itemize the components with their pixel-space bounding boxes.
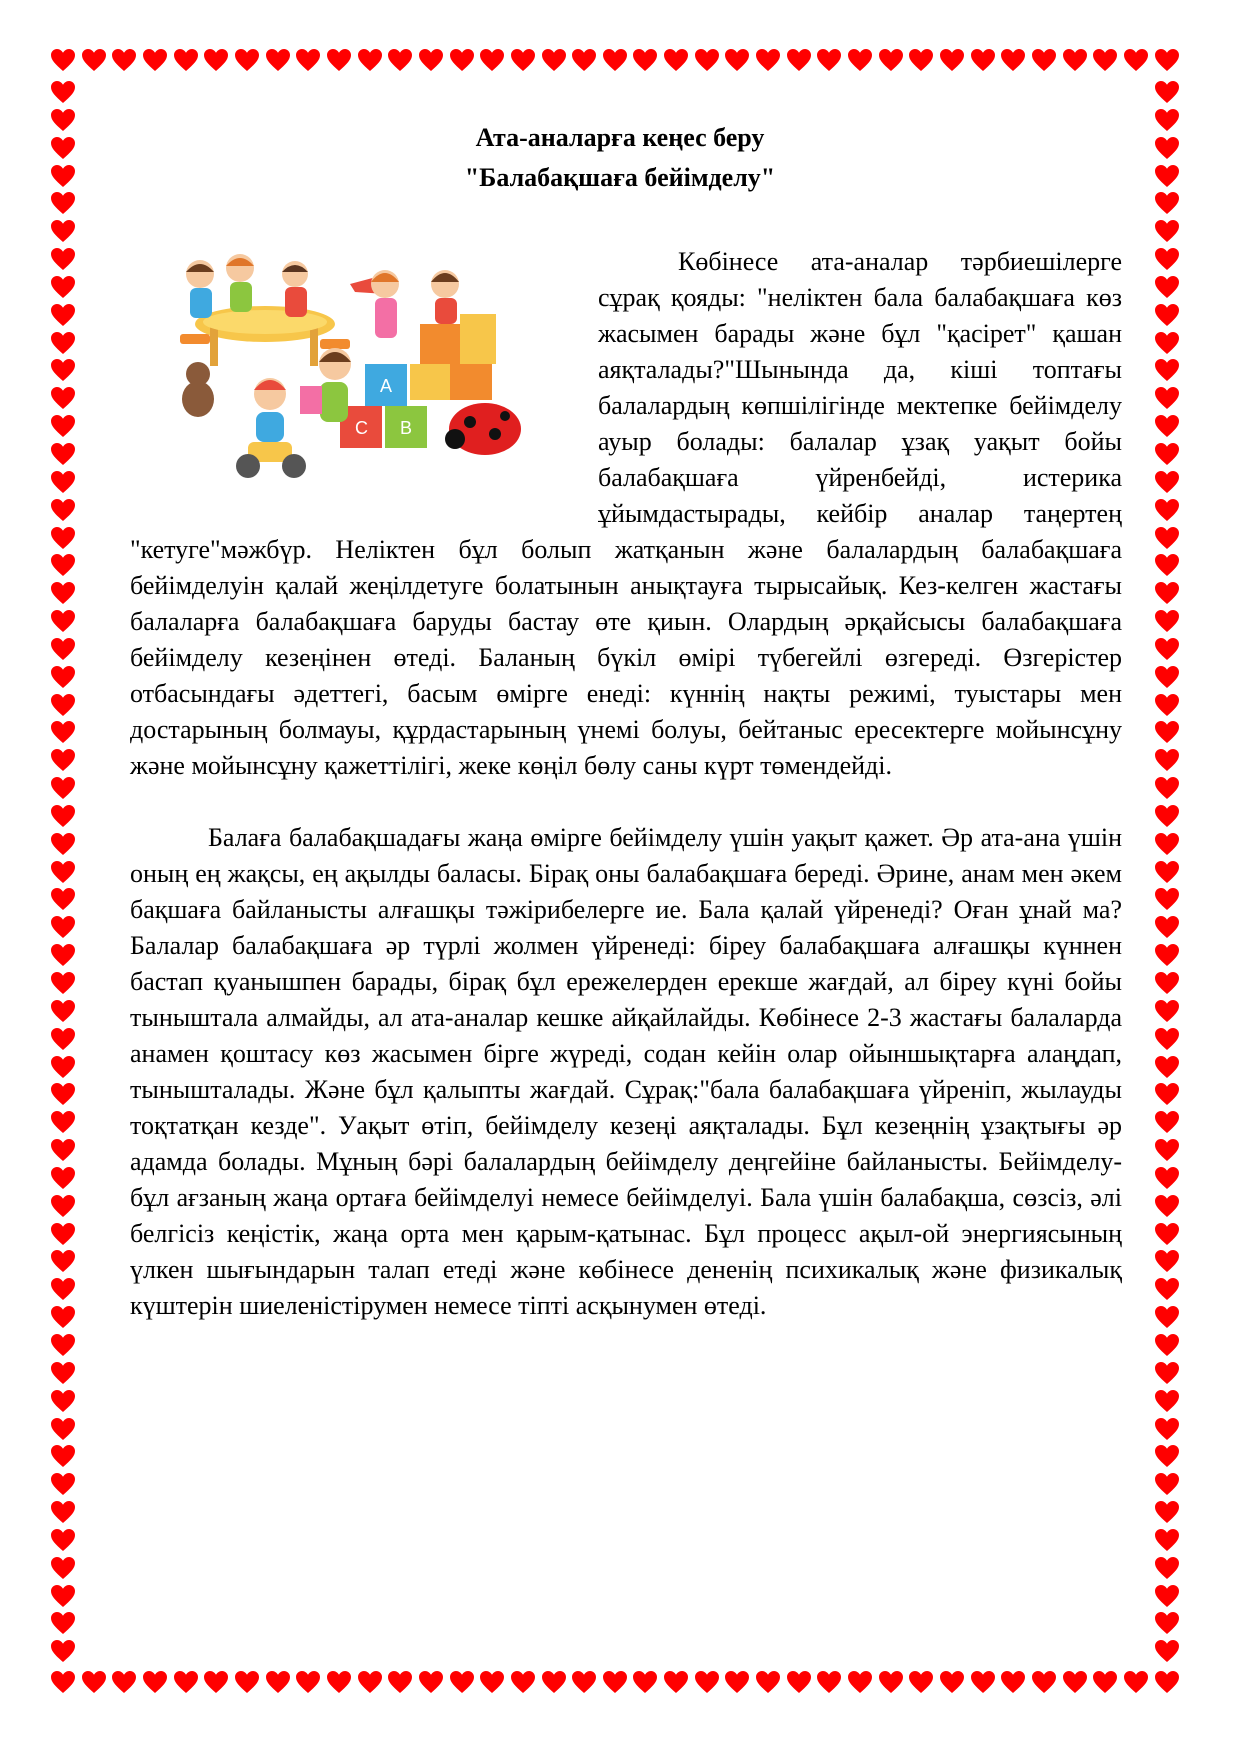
heart-icon [479,48,505,72]
block-letter-a: A [380,376,393,396]
paragraph-1: Көбінесе ата-аналар тәрбиешілерге сұрақ қояды: "неліктен бала балабақшаға көз жасымен барады және бұл "қасірет" қашан аяқталады?"Шынында да, кіші топтағы балалардың көпшілігінде мектепке бейімделу ауыр болады: балалар ұзақ уақыт бойы балабақшаға үйренбейді, истерика ұйымдастырады, кейбір аналар таңертең "кетуге"мәжбүр. Неліктен бұл болып жатқанын және балалардың балабақшаға бейімделуін қалай жеңілдетуге болатынын анықтауға тырысайық. Кез-келген жастағы балаларға балабақшаға баруды бастау өте қиын. Олардың әрқайсысы балабақшаға бейімделу кезеңінен өтеді. Баланың бүкіл өмірі түбегейлі өзгереді. Өзгерістер отбасындағы әдеттегі, басым өмірге енеді: күннің нақты режимі, туыстары мен достарының болмауы, құрдастарының үнемі болуы, бейтаныс ересектерге мойынсұну және мойынсұну қажеттілігі, жеке көңіл бөлу саны күрт төмендейді. [130,247,1122,780]
heart-icon [541,1670,567,1694]
heart-icon [1154,386,1180,410]
heart-icon [1062,48,1088,72]
heart-icon [50,1305,76,1329]
heart-icon [173,1670,199,1694]
heart-icon [203,1670,229,1694]
heart-icon [142,48,168,72]
heart-icon [81,48,107,72]
heart-icon [1154,581,1180,605]
heart-icon [663,48,689,72]
heart-icon [50,1110,76,1134]
heart-icon [50,1417,76,1441]
heart-icon [1123,1670,1149,1694]
heart-icon [755,48,781,72]
heart-icon [1092,48,1118,72]
heart-icon [50,637,76,661]
heart-icon [1154,1556,1180,1580]
heart-icon [816,48,842,72]
heart-icon [1154,887,1180,911]
heart-icon [1154,1305,1180,1329]
children-playing-illustration [170,254,570,502]
heart-icon [50,1027,76,1051]
heart-icon [1154,999,1180,1023]
heart-icon [1154,1584,1180,1608]
heart-icon [1154,1528,1180,1552]
heart-icon [449,1670,475,1694]
heart-icon [1031,1670,1057,1694]
heart-icon [755,1670,781,1694]
heart-icon [50,498,76,522]
block-letter-b: B [400,418,413,438]
heart-icon [50,1556,76,1580]
heart-icon [50,275,76,299]
heart-icon [50,1611,76,1635]
heart-icon [50,414,76,438]
heart-icon [50,693,76,717]
heart-icon [632,48,658,72]
heart-icon [50,1166,76,1190]
heart-icon [50,1444,76,1468]
heart-icon [111,48,137,72]
heart-icon [50,303,76,327]
heart-icon [1154,1639,1180,1663]
heart-icon [111,1670,137,1694]
title-line-1: Ата-аналарға кеңес беру [475,123,765,152]
heart-icon [203,48,229,72]
heart-icon [50,1361,76,1385]
heart-icon [50,164,76,188]
heart-icon [1154,1194,1180,1218]
heart-icon [50,581,76,605]
heart-icon [1154,358,1180,382]
heart-icon [1154,804,1180,828]
heart-icon [970,48,996,72]
heart-icon [1154,1670,1180,1694]
heart-icon [694,48,720,72]
heart-icon [1154,665,1180,689]
heart-icon [295,48,321,72]
heart-icon [1154,943,1180,967]
heart-icon [1123,48,1149,72]
heart-icon [50,1389,76,1413]
heart-icon [50,386,76,410]
heart-icon [1092,1670,1118,1694]
heart-icon [663,1670,689,1694]
heart-icon [50,609,76,633]
heart-icon [234,48,260,72]
document-title [130,118,1110,198]
heart-icon [1154,1389,1180,1413]
paragraph-2: Балаға балабақшадағы жаңа өмірге бейімделу үшін уақыт қажет. Әр ата-ана үшін оның ең жақсы, ең ақылды баласы. Бірақ оны балабақшаға береді. Әрине, анам мен әкем бақшаға байланысты алғашқы тәжірибелерге ие. Бала қалай үйренеді? Оған ұнай ма? Балалар балабақшаға әр түрлі жолмен үйренеді: біреу балабақшаға алғашқы күннен бастап қуанышпен барады, бірақ бұл ережелерден ерекше жағдай, ал біреу күні бойы тыныштала алмайды, ал ата-аналар кешке айқайлайды. Көбінесе 2-3 жастағы балаларда анамен қоштасу көз жасымен бірге жүреді, содан кейін олар ойыншықтарға алаңдап, тынышталады. Және бұл қалыпты жағдай. Сұрақ:"бала балабақшаға үйреніп, жылауды тоқтатқан кезде". Уақыт өтіп, бейімделу кезеңі аяқталады. Бұл кезеңнің ұзақтығы әр адамда болады. Мұның бәрі балалардың бейімделу деңгейіне байланысты. Бейімделу-бұл ағзаның жаңа ортаға бейімделуі немесе бейімделуі. Бала үшін балабақша, сөзсіз, әлі белгісіз кеңістік, жаңа орта мен қарым-қатынас. Бұл процесс ақыл-ой энергиясының үлкен шығындарын талап етеді және көбінесе дененің психикалық және физикалық күштерін шиеленістірумен немесе тіпті асқынумен өтеді. [130,823,1122,1320]
heart-icon [50,553,76,577]
heart-icon [1154,609,1180,633]
heart-icon [50,915,76,939]
heart-icon [847,1670,873,1694]
heart-icon [50,1249,76,1273]
heart-icon [50,442,76,466]
heart-icon [50,1639,76,1663]
heart-icon [1154,526,1180,550]
heart-icon [50,358,76,382]
heart-icon [142,1670,168,1694]
heart-icon [1154,1361,1180,1385]
heart-icon [50,1222,76,1246]
heart-icon [1154,637,1180,661]
heart-icon [1154,832,1180,856]
heart-icon [50,1670,76,1694]
heart-icon [265,1670,291,1694]
heart-icon [816,1670,842,1694]
heart-icon [1154,1500,1180,1524]
heart-icon [50,48,76,72]
heart-icon [50,470,76,494]
heart-icon [1154,1027,1180,1051]
heart-icon [295,1670,321,1694]
heart-icon [1154,776,1180,800]
heart-icon [50,136,76,160]
heart-icon [724,1670,750,1694]
heart-icon [1154,1333,1180,1357]
heart-icon [1154,1249,1180,1273]
heart-icon [1154,1110,1180,1134]
heart-icon [50,1528,76,1552]
heart-icon [694,1670,720,1694]
heart-icon [1154,693,1180,717]
heart-icon [50,1082,76,1106]
heart-icon [50,1333,76,1357]
heart-icon [541,48,567,72]
document-body [130,244,1122,1324]
heart-icon [1154,331,1180,355]
heart-border-left [50,80,76,1664]
heart-icon [1154,219,1180,243]
heart-icon [939,48,965,72]
heart-icon [81,1670,107,1694]
heart-icon [970,1670,996,1694]
heart-icon [479,1670,505,1694]
children-playing-icon [170,254,570,502]
heart-border-bottom [50,1670,1180,1694]
heart-icon [50,832,76,856]
heart-icon [510,1670,536,1694]
heart-icon [326,1670,352,1694]
heart-icon [1154,1138,1180,1162]
heart-icon [1154,247,1180,271]
heart-icon [724,48,750,72]
heart-icon [1154,303,1180,327]
heart-icon [571,48,597,72]
heart-icon [1000,1670,1026,1694]
heart-icon [510,48,536,72]
heart-icon [878,1670,904,1694]
heart-icon [265,48,291,72]
heart-icon [50,860,76,884]
heart-icon [939,1670,965,1694]
heart-icon [50,720,76,744]
heart-icon [1154,1444,1180,1468]
heart-icon [878,48,904,72]
title-line-2: "Балабақшаға бейімделу" [464,163,776,192]
heart-icon [50,665,76,689]
heart-icon [50,526,76,550]
heart-icon [1154,48,1180,72]
heart-icon [786,1670,812,1694]
heart-icon [908,1670,934,1694]
heart-icon [50,191,76,215]
heart-border-top [50,48,1180,72]
heart-icon [1154,1611,1180,1635]
heart-icon [50,1584,76,1608]
heart-icon [449,48,475,72]
heart-icon [387,48,413,72]
heart-icon [1154,860,1180,884]
heart-icon [1154,136,1180,160]
heart-icon [50,1055,76,1079]
heart-icon [602,48,628,72]
heart-icon [1154,1417,1180,1441]
heart-icon [50,999,76,1023]
heart-icon [1062,1670,1088,1694]
heart-icon [1154,108,1180,132]
heart-icon [50,331,76,355]
heart-icon [1154,1472,1180,1496]
heart-icon [1154,915,1180,939]
heart-icon [602,1670,628,1694]
heart-icon [50,1500,76,1524]
heart-icon [50,971,76,995]
heart-icon [1154,1166,1180,1190]
heart-icon [1000,48,1026,72]
heart-icon [50,80,76,104]
heart-icon [357,1670,383,1694]
heart-icon [1154,553,1180,577]
heart-icon [50,219,76,243]
heart-icon [571,1670,597,1694]
heart-icon [50,943,76,967]
heart-icon [50,887,76,911]
heart-icon [1154,971,1180,995]
heart-icon [1154,1222,1180,1246]
heart-icon [1154,1277,1180,1301]
heart-icon [50,1472,76,1496]
block-letter-c: C [355,418,368,438]
heart-icon [418,1670,444,1694]
heart-icon [234,1670,260,1694]
heart-icon [50,748,76,772]
heart-icon [1154,498,1180,522]
heart-icon [1154,720,1180,744]
heart-icon [326,48,352,72]
heart-icon [632,1670,658,1694]
heart-icon [1154,275,1180,299]
heart-icon [1154,414,1180,438]
heart-icon [847,48,873,72]
heart-icon [418,48,444,72]
heart-icon [387,1670,413,1694]
heart-icon [357,48,383,72]
heart-icon [1154,80,1180,104]
heart-icon [908,48,934,72]
heart-icon [1031,48,1057,72]
heart-icon [1154,191,1180,215]
heart-icon [1154,1082,1180,1106]
heart-icon [50,1194,76,1218]
heart-icon [50,247,76,271]
heart-icon [50,108,76,132]
heart-icon [1154,470,1180,494]
heart-icon [173,48,199,72]
heart-icon [1154,748,1180,772]
heart-icon [786,48,812,72]
heart-icon [50,1277,76,1301]
heart-icon [1154,1055,1180,1079]
heart-icon [50,776,76,800]
heart-icon [50,804,76,828]
heart-icon [1154,164,1180,188]
heart-icon [1154,442,1180,466]
heart-border-right [1154,80,1180,1664]
heart-icon [50,1138,76,1162]
